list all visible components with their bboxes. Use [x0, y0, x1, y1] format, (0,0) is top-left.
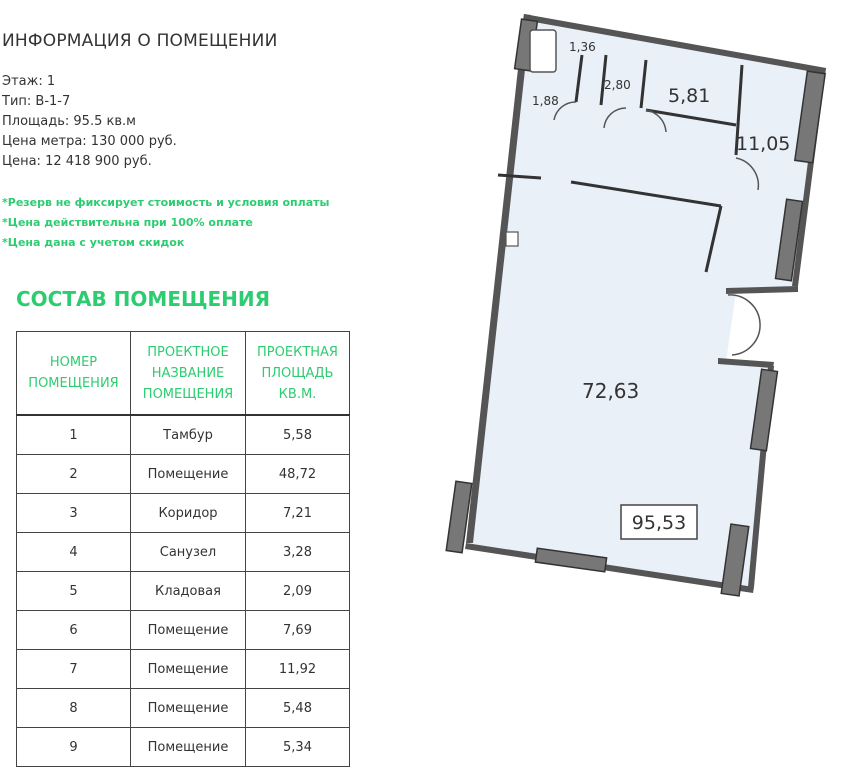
composition-title: СОСТАВ ПОМЕЩЕНИЯ: [16, 287, 271, 311]
note-reserve: *Резерв не фиксирует стоимость и условия оплаты: [2, 196, 330, 209]
table-row: [17, 572, 350, 611]
header-area-text: ПРОЕКТНАЯ ПЛОЩАДЬ КВ.М.: [257, 344, 338, 402]
room-name-cell: Помещение: [131, 650, 246, 689]
rooms-table-body: [17, 415, 350, 767]
note-discount: *Цена дана с учетом скидок: [2, 236, 185, 249]
room-number-cell: 9: [17, 728, 131, 767]
room-label-1-88: 1,88: [532, 94, 559, 108]
rooms-table: [16, 331, 350, 767]
table-row: [17, 415, 350, 455]
room-area-cell: 5,34: [246, 728, 350, 767]
room-number-cell: 5: [17, 572, 131, 611]
header-number: [17, 332, 131, 416]
room-area-cell: 5,48: [246, 689, 350, 728]
room-label-11-05: 11,05: [736, 133, 791, 155]
room-area-cell: 5,58: [246, 415, 350, 455]
room-area-cell: 2,09: [246, 572, 350, 611]
header-area: [246, 332, 350, 416]
notes: [2, 193, 329, 253]
room-name-cell: Тамбур: [131, 415, 246, 455]
room-name-cell: Коридор: [131, 494, 246, 533]
room-name-cell: Помещение: [131, 455, 246, 494]
table-row: [17, 455, 350, 494]
room-label-72-63: 72,63: [582, 379, 640, 403]
table-row: [17, 728, 350, 767]
note-payment: *Цена действительна при 100% оплате: [2, 216, 253, 229]
table-row: [17, 611, 350, 650]
floor-plan: [436, 10, 836, 600]
room-number-cell: 8: [17, 689, 131, 728]
price-per-meter-text: Цена метра: 130 000 руб.: [2, 134, 177, 149]
room-name-cell: Санузел: [131, 533, 246, 572]
floor-text: Этаж: 1: [2, 74, 56, 89]
room-area-cell: 7,69: [246, 611, 350, 650]
type-text: Тип: В-1-7: [2, 94, 71, 109]
room-number-cell: 4: [17, 533, 131, 572]
room-area-cell: 48,72: [246, 455, 350, 494]
room-name-cell: Помещение: [131, 728, 246, 767]
info-details: [2, 72, 177, 172]
header-name-text: ПРОЕКТНОЕ НАЗВАНИЕ ПОМЕЩЕНИЯ: [142, 344, 234, 402]
room-area-cell: 11,92: [246, 650, 350, 689]
bathtub-icon: [530, 30, 556, 72]
room-name-cell: Помещение: [131, 611, 246, 650]
room-label-1-36: 1,36: [569, 40, 596, 54]
area-text: Площадь: 95.5 кв.м: [2, 114, 136, 129]
header-name: [131, 332, 246, 416]
header-number-text: НОМЕР ПОМЕЩЕНИЯ: [28, 355, 119, 391]
table-header-row: [17, 332, 350, 416]
room-number-cell: 6: [17, 611, 131, 650]
room-area-cell: 3,28: [246, 533, 350, 572]
room-number-cell: 7: [17, 650, 131, 689]
total-area-text: 95,53: [631, 512, 687, 534]
room-area-cell: 7,21: [246, 494, 350, 533]
room-label-2-80: 2,80: [604, 78, 631, 92]
table-row: [17, 533, 350, 572]
table-row: [17, 494, 350, 533]
room-number-cell: 1: [17, 415, 131, 455]
room-name-cell: Помещение: [131, 689, 246, 728]
sink-icon: [506, 232, 518, 246]
room-label-5-81: 5,81: [668, 85, 711, 107]
info-title: ИНФОРМАЦИЯ О ПОМЕЩЕНИИ: [2, 31, 278, 51]
room-number-cell: 2: [17, 455, 131, 494]
room-name-cell: Кладовая: [131, 572, 246, 611]
table-row: [17, 650, 350, 689]
table-row: [17, 689, 350, 728]
room-number-cell: 3: [17, 494, 131, 533]
price-text: Цена: 12 418 900 руб.: [2, 154, 152, 169]
